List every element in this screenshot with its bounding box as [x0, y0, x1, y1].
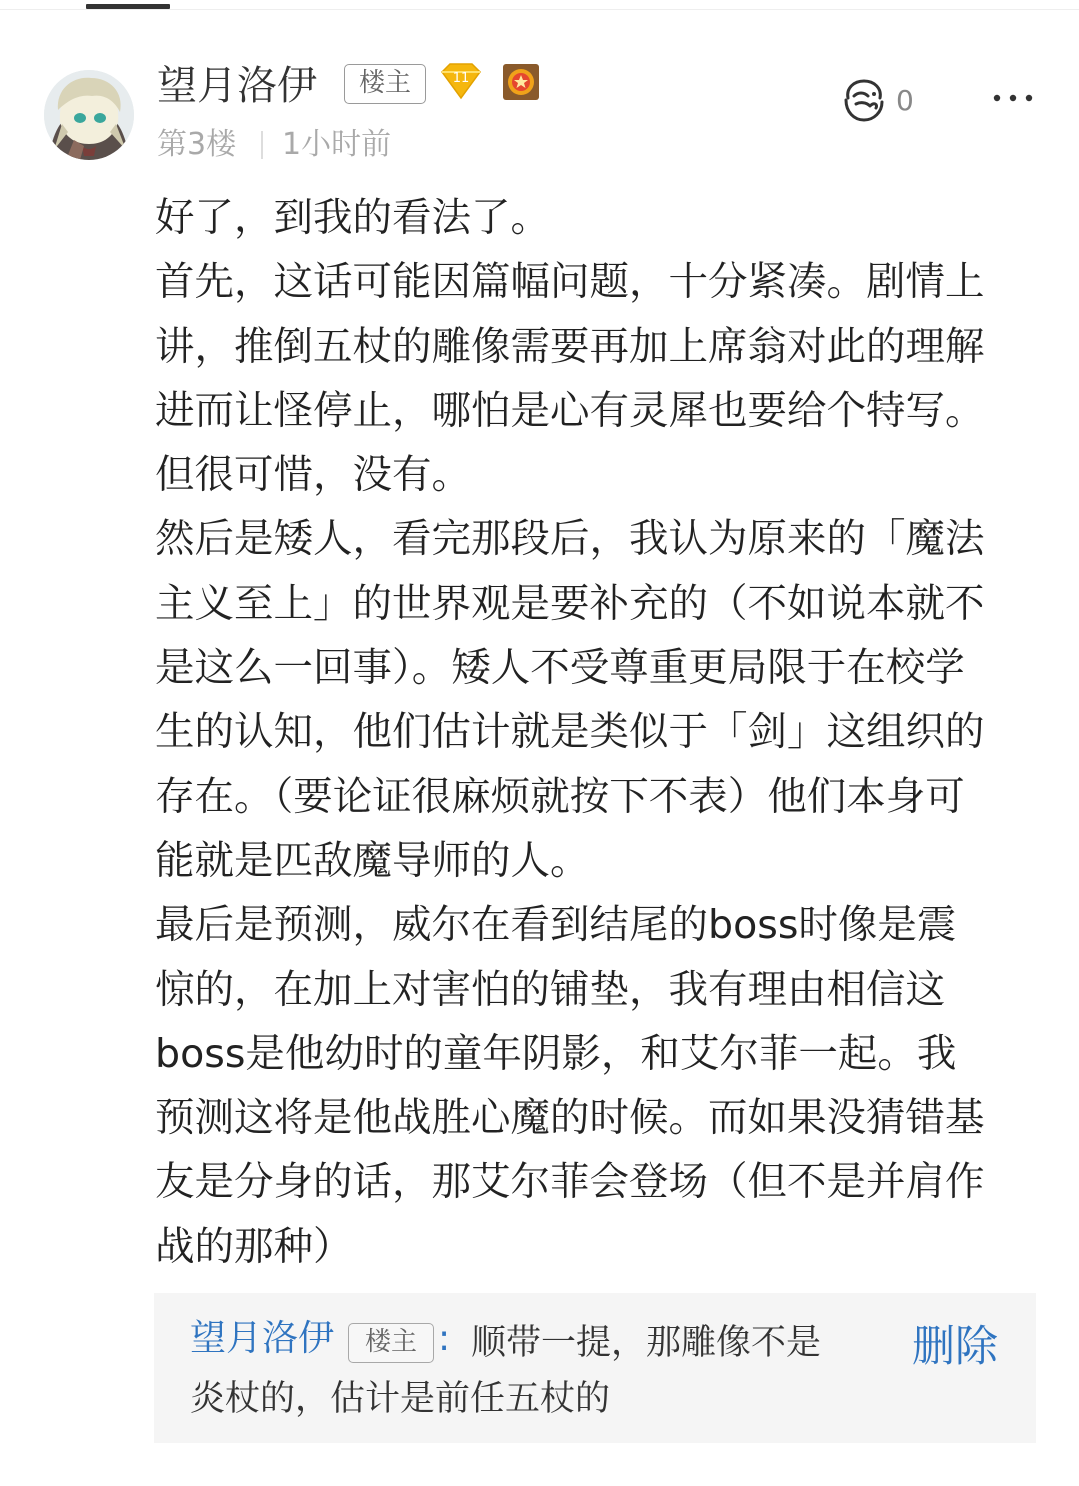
meta-divider	[261, 131, 263, 159]
floor-number: 第3楼	[157, 127, 237, 162]
medal-icon[interactable]	[502, 63, 540, 101]
reply-text-line: 顺带一提，那雕像不是	[471, 1323, 822, 1363]
reply-colon: :	[438, 1318, 451, 1359]
content-line: 主义至上」的世界观是要补充的（不如说本就不	[155, 580, 985, 627]
top-divider	[0, 9, 1079, 10]
content-line: 战的那种）	[155, 1223, 353, 1270]
tab-indicator	[86, 4, 170, 9]
op-badge: 楼主	[344, 64, 426, 104]
content-line: 能就是匹敌魔导师的人。	[155, 837, 590, 884]
content-line: 然后是矮人，看完那段后，我认为原来的「魔法	[155, 516, 985, 563]
content-line: 讲，推倒五杖的雕像需要再加上席翁对此的理解	[155, 323, 985, 370]
reply-text-line: 炎杖的，估计是前任五杖的	[190, 1379, 611, 1419]
author-name[interactable]: 望月洛伊	[157, 63, 317, 109]
content-line: 惊的，在加上对害怕的铺垫，我有理由相信这	[155, 966, 945, 1013]
content-line: 进而让怪停止，哪怕是心有灵犀也要给个特写。	[155, 387, 985, 434]
content-line: 最后是预测，威尔在看到结尾的boss时像是震	[155, 902, 957, 949]
reply-box[interactable]	[154, 1293, 1036, 1443]
content-line: 生的认知，他们估计就是类似于「剑」这组织的	[155, 709, 985, 756]
post-time: 1小时前	[282, 127, 392, 162]
level-diamond-icon[interactable]	[438, 62, 484, 100]
content-line: 好了，到我的看法了。	[155, 195, 550, 241]
reply-op-badge: 楼主	[348, 1323, 434, 1363]
reply-author-name[interactable]: 望月洛伊	[190, 1318, 335, 1359]
delete-button[interactable]: 删除	[912, 1322, 998, 1372]
like-icon[interactable]	[840, 76, 888, 124]
content-line: 友是分身的话，那艾尔菲会登场（但不是并肩作	[155, 1159, 985, 1206]
reply-text	[190, 1315, 890, 1427]
content-line: 首先，这话可能因篇幅问题，十分紧凑。剧情上	[155, 259, 985, 306]
content-line: boss是他幼时的童年阴影，和艾尔菲一起。我	[155, 1030, 957, 1077]
level-number: 11	[452, 71, 470, 86]
more-icon[interactable]	[992, 88, 1034, 108]
content-line: 存在。（要论证很麻烦就按下不表）他们本身可	[155, 773, 965, 820]
post-content	[155, 186, 1039, 1279]
content-line: 预测这将是他战胜心魔的时候。而如果没猜错基	[155, 1095, 985, 1142]
content-line: 但很可惜，没有。	[155, 452, 471, 499]
like-count: 0	[896, 84, 914, 117]
avatar[interactable]	[44, 70, 134, 160]
content-line: 是这么一回事）。矮人不受尊重更局限于在校学	[155, 645, 965, 692]
